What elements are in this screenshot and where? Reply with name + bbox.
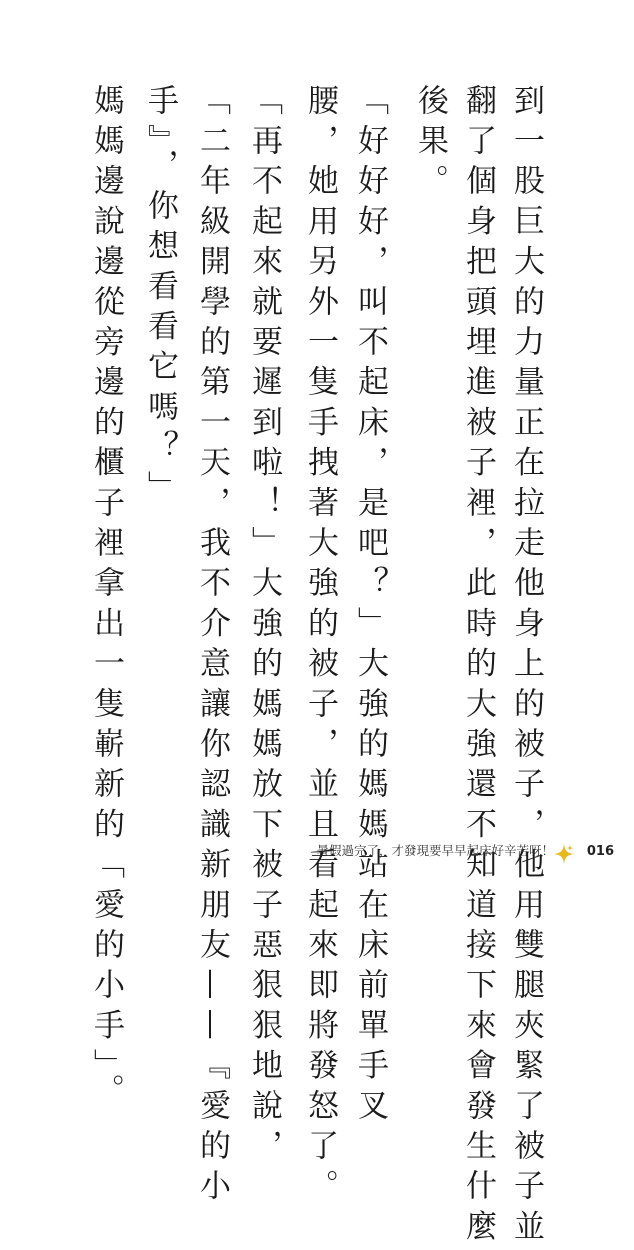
running-title: 暑假過完了，才發現要早早起床好辛苦呀！: [316, 843, 554, 858]
text-column-6: 「再不起來就要遲到啦！」大強的媽媽放下被子惡狠狠地說，: [246, 84, 282, 1170]
text-column-8: 手』，你想看看它嗎？」: [142, 84, 178, 511]
text-column-1: 到一股巨大的力量正在拉走他身上的被子，他用雙腿夾緊了被子並: [508, 84, 544, 1250]
text-column-5: 腰，她用另外一隻手拽著大強的被子，並且看起來即將發怒了。: [302, 84, 338, 1210]
text-column-2: 翻了個身把頭埋進被子裡，此時的大強還不知道接下來會發生什麼: [460, 84, 496, 1250]
text-column-7: 「二年級開學的第一天，我不介意讓你認識新朋友——『愛的小: [194, 84, 230, 1210]
text-column-9: 媽媽邊說邊從旁邊的櫃子裡拿出一隻嶄新的「愛的小手」。: [88, 84, 124, 1114]
text-column-4: 「好好好，叫不起床，是吧？」大強的媽媽站在床前單手叉: [352, 84, 388, 1130]
sparkle-icon: [554, 844, 574, 864]
text-column-3: 後果。: [412, 84, 448, 205]
page-number: 016: [586, 844, 614, 859]
